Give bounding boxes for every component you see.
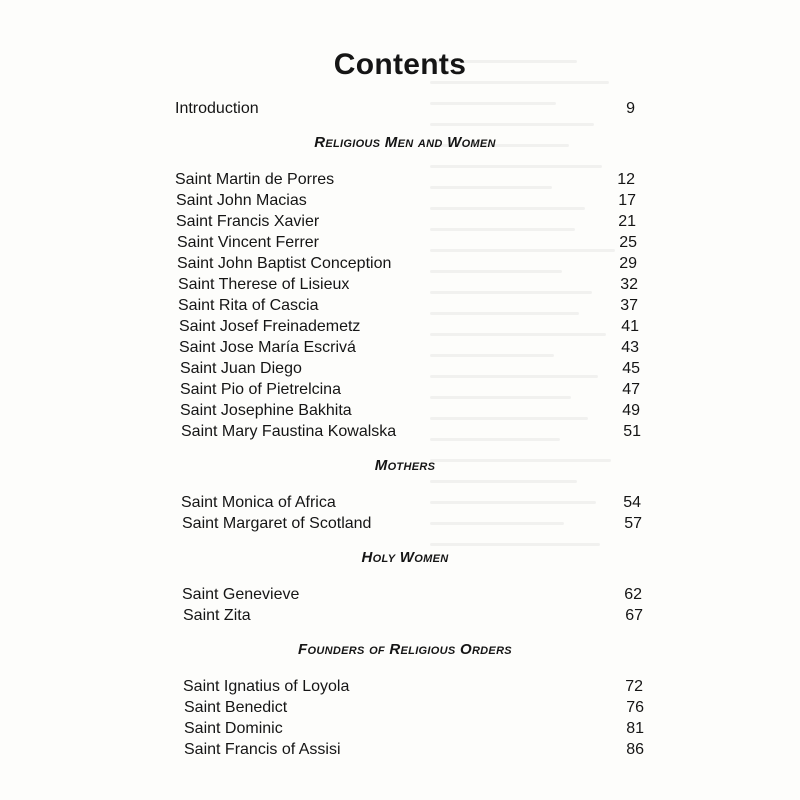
section-heading: Mothers: [374, 457, 436, 474]
toc-entry: [184, 739, 644, 760]
toc-sections: [175, 131, 644, 760]
toc-entry: [180, 400, 640, 421]
toc-entry-page: 25: [619, 234, 637, 251]
toc-entry: [183, 676, 643, 697]
toc-entry-page: 45: [622, 360, 640, 377]
toc-entry-label: Saint Monica of Africa: [181, 494, 336, 511]
toc-entry: [180, 358, 640, 379]
toc-entry: [180, 379, 640, 400]
toc-entry: [176, 190, 636, 211]
section-heading: Founders of Religious Orders: [298, 641, 512, 658]
table-of-contents: [175, 98, 644, 760]
toc-entry-page: 21: [618, 213, 636, 230]
toc-entry-label: Saint John Baptist Conception: [177, 255, 392, 272]
toc-entry-label: Saint Jose María Escrivá: [179, 339, 356, 356]
toc-entry-page: 32: [620, 276, 638, 293]
toc-entry-page: 57: [624, 515, 642, 532]
toc-entry: [176, 211, 636, 232]
toc-entry: [183, 605, 643, 626]
toc-entry-label: Saint Margaret of Scotland: [182, 515, 372, 532]
toc-entry-page: 86: [626, 741, 644, 758]
toc-entry: [184, 718, 644, 739]
toc-entry-page: 72: [625, 678, 643, 695]
toc-entry-page: 67: [625, 607, 643, 624]
toc-entry: [182, 584, 642, 605]
toc-entry-label: Saint Zita: [183, 607, 251, 624]
toc-entry-label: Saint Mary Faustina Kowalska: [181, 423, 397, 440]
toc-entry: [177, 253, 637, 274]
toc-entry-label: Saint Juan Diego: [180, 360, 302, 377]
toc-entry-label: Saint Therese of Lisieux: [178, 276, 350, 293]
toc-entry-page: 12: [617, 171, 635, 188]
toc-entry-page: 47: [622, 381, 640, 398]
toc-entry: [184, 697, 644, 718]
toc-entry: [181, 492, 641, 513]
toc-entry-label: Saint Francis of Assisi: [184, 741, 341, 758]
toc-entry-page: 49: [622, 402, 640, 419]
toc-entry-page: 62: [624, 586, 642, 603]
toc-entry-page: 54: [623, 494, 641, 511]
toc-entry: [178, 295, 638, 316]
toc-entry-label: Saint Josef Freinademetz: [179, 318, 361, 335]
toc-entry-page: 76: [626, 699, 644, 716]
toc-entry-label: Saint Pio of Pietrelcina: [180, 381, 341, 398]
toc-entry-label: Saint Benedict: [184, 699, 288, 716]
section-heading: Holy Women: [361, 549, 449, 566]
page-title: Contents: [333, 48, 467, 81]
toc-entry: [175, 169, 635, 190]
toc-entry-label: Introduction: [175, 100, 259, 117]
toc-entry-label: Saint Ignatius of Loyola: [183, 678, 350, 695]
toc-entry: [181, 421, 641, 442]
toc-entry: [178, 274, 638, 295]
toc-entry-label: Saint Genevieve: [182, 586, 300, 603]
toc-entry: [177, 232, 637, 253]
toc-entry-page: 43: [621, 339, 639, 356]
toc-entry: [179, 316, 639, 337]
toc-entry-page: 29: [619, 255, 637, 272]
toc-entry-introduction: [175, 98, 635, 119]
section-heading: Religious Men and Women: [314, 134, 496, 151]
toc-entry-label: Saint Rita of Cascia: [178, 297, 319, 314]
toc-entry-page: 9: [626, 100, 635, 117]
toc-entry-page: 81: [626, 720, 644, 737]
toc-entry-label: Saint Martin de Porres: [175, 171, 335, 188]
toc-entry: [179, 337, 639, 358]
toc-entry-page: 17: [618, 192, 636, 209]
toc-entry-label: Saint John Macias: [176, 192, 307, 209]
toc-entry-page: 51: [623, 423, 641, 440]
toc-entry-label: Saint Josephine Bakhita: [180, 402, 352, 419]
toc-entry-page: 37: [620, 297, 638, 314]
toc-entry: [182, 513, 642, 534]
toc-entry-page: 41: [621, 318, 639, 335]
toc-entry-label: Saint Francis Xavier: [176, 213, 320, 230]
toc-entry-label: Saint Vincent Ferrer: [177, 234, 319, 251]
toc-entry-label: Saint Dominic: [184, 720, 283, 737]
